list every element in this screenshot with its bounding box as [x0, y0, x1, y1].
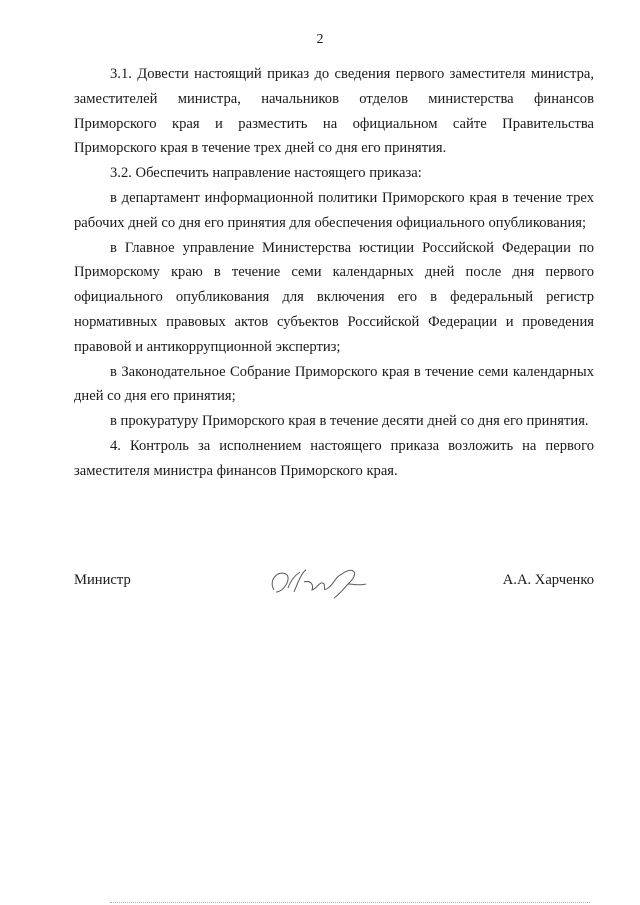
- paragraph-info-policy-department: в департамент информационной политики Приморского края в течение трех рабочих дней со дня его принятия для обеспечения официального опубликования;: [74, 189, 594, 231]
- paragraph-legislative-assembly: в Законодательное Собрание Приморского края в течение семи календарных дней со дня его принятия;: [74, 363, 594, 405]
- page-number: 2: [316, 32, 324, 47]
- document-body: [74, 62, 594, 484]
- handwritten-signature: [264, 562, 374, 602]
- paragraph-prosecutor-office: в прокуратуру Приморского края в течение десяти дней со дня его принятия.: [110, 413, 589, 430]
- signer-name: А.А. Харченко: [502, 572, 594, 588]
- paragraph-3-2: 3.2. Обеспечить направление настоящего приказа:: [110, 165, 422, 182]
- signature-block: [74, 568, 594, 608]
- paragraph-3-1: 3.1. Довести настоящий приказ до сведения первого заместителя министра, заместителей министра, начальников отделов министерства финансов Приморского края и разместить на официальном сайте Правительства Приморского края в течение трех дней со дня его принятия.: [74, 66, 594, 157]
- signer-title: Министр: [74, 572, 131, 588]
- paragraph-4-control: 4. Контроль за исполнением настоящего приказа возложить на первого заместителя министра финансов Приморского края.: [74, 437, 594, 479]
- bottom-border-line: [110, 902, 590, 903]
- paragraph-justice-ministry: в Главное управление Министерства юстиции Российской Федерации по Приморскому краю в течение семи календарных дней после дня первого официального опубликования для включения его в федеральный регистр нормативных правовых актов субъектов Российской Федерации и проведения правовой и антикоррупционной экспертиз;: [74, 239, 594, 355]
